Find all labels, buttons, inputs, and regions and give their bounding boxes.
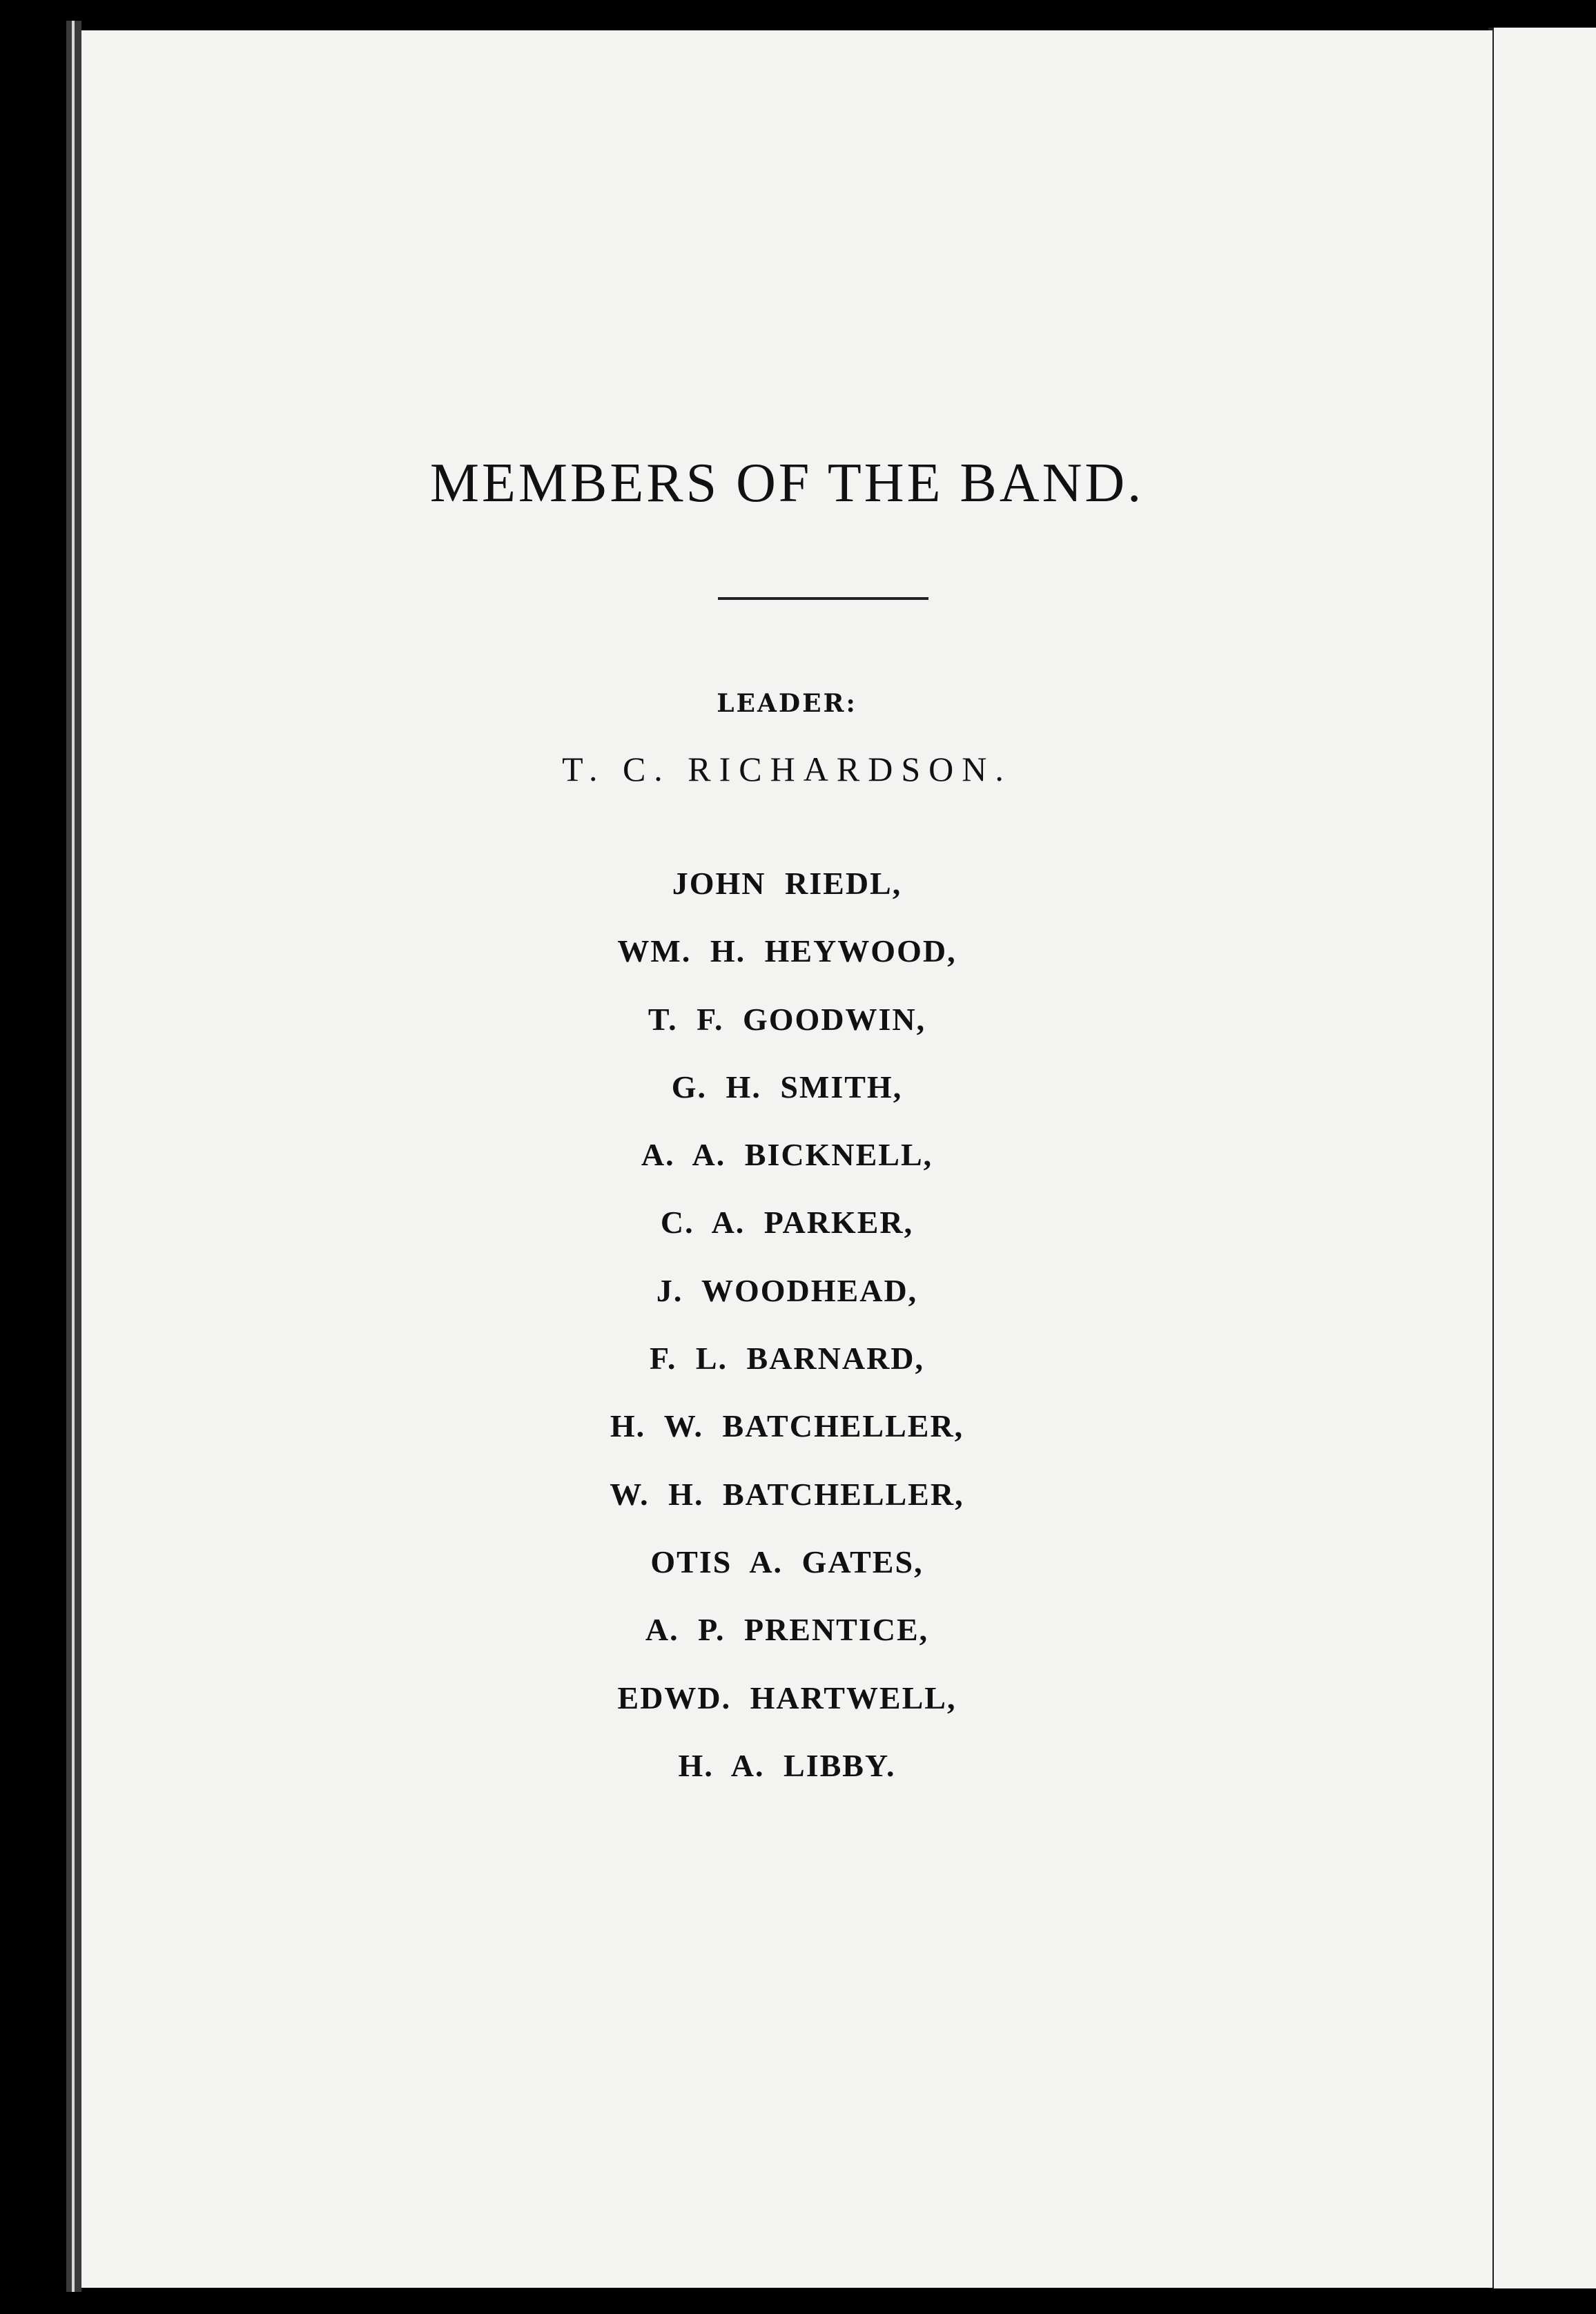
member-name: EDWD. HARTWELL, — [617, 1680, 957, 1715]
member-name: C. A. PARKER, — [660, 1205, 914, 1241]
page-title: MEMBERS OF THE BAND. — [429, 453, 1145, 514]
member-name: H. W. BATCHELLER, — [610, 1408, 964, 1444]
leader-name: T. C. RICHARDSON. — [562, 750, 1012, 788]
title-divider — [718, 597, 928, 600]
member-name: WM. H. HEYWOOD, — [617, 933, 957, 969]
adjacent-page-edge — [1492, 28, 1596, 2288]
member-name: T. F. GOODWIN, — [648, 1001, 926, 1037]
member-name: W. H. BATCHELLER, — [610, 1476, 964, 1512]
member-name: F. L. BARNARD, — [649, 1341, 925, 1377]
leader-label: LEADER: — [717, 689, 857, 718]
member-name: H. A. LIBBY. — [678, 1747, 896, 1783]
member-name: A. P. PRENTICE, — [645, 1612, 929, 1648]
member-name: A. A. BICKNELL, — [641, 1137, 933, 1173]
member-name: JOHN RIEDL, — [672, 866, 902, 901]
member-name: J. WOODHEAD, — [656, 1272, 918, 1308]
member-name: G. H. SMITH, — [671, 1069, 903, 1105]
member-name: OTIS A. GATES, — [650, 1544, 924, 1579]
members-list — [81, 859, 1492, 1809]
binding-highlight — [72, 21, 75, 2292]
